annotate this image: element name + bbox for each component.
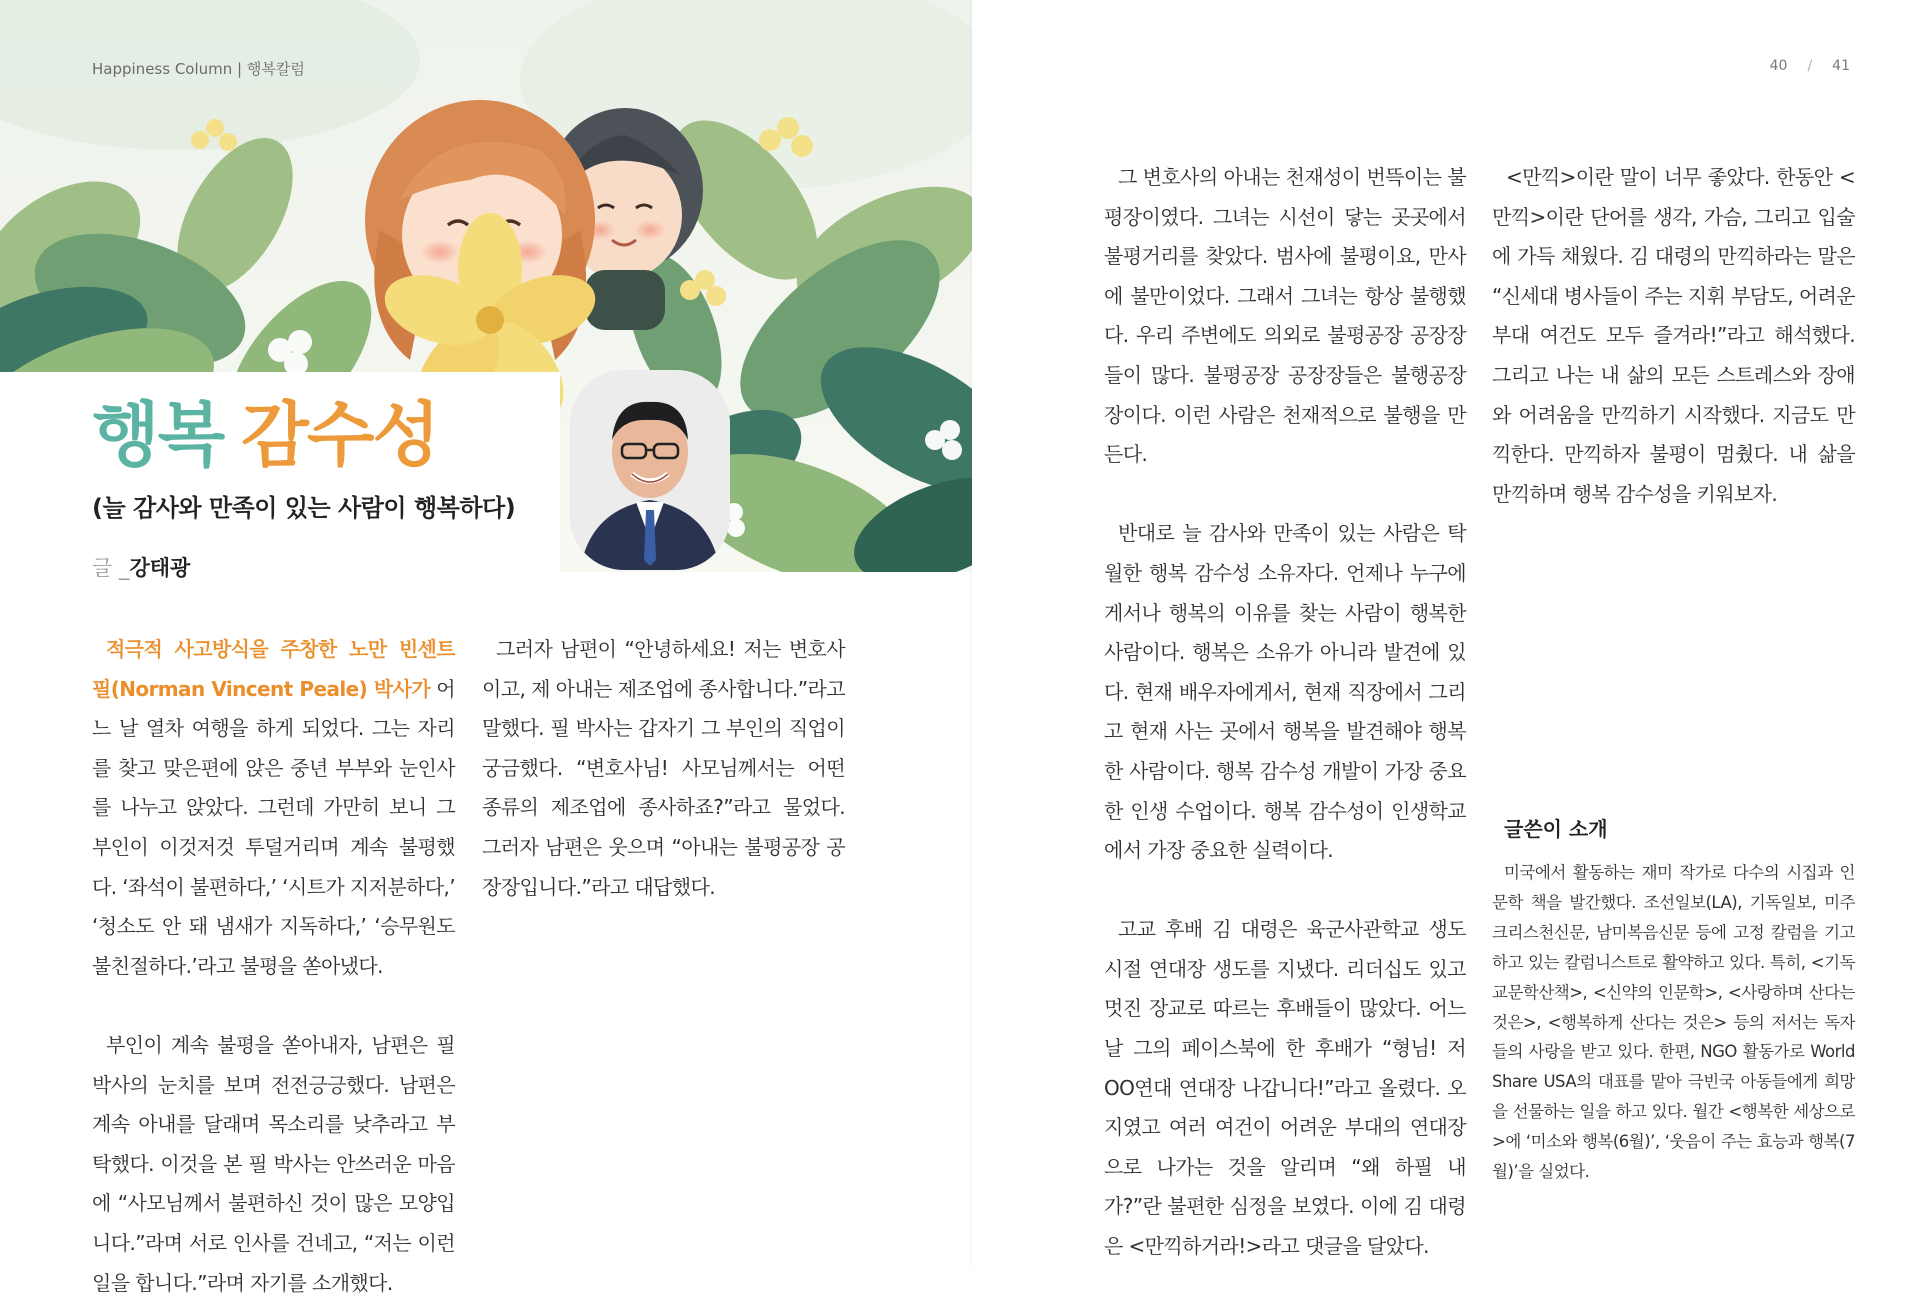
article-title	[92, 394, 439, 476]
bio-heading: 글쓴이 소개	[1504, 817, 1608, 841]
lead-sentence: 적극적 사고방식을 주창한 노만 빈센트 필(Norman Vincent Peale) 박사가	[92, 637, 455, 701]
text-column-1	[92, 630, 455, 1303]
paragraph-6: 고교 후배 김 대령은 육군사관학교 생도 시절 연대장 생도를 지냈다. 리더십도 있고 멋진 장교로 따르는 후배들이 많았다. 어느 날 그의 페이스북에 한 후배가 “형님! 저 OO연대 연대장 나갑니다!”라고 올렸다. 오지였고 여러 여건이 어려운 부대의 연대장으로 나가는 것을 알리며 “왜 하필 내가?”란 불편한 심정을 보였다. 이에 김 대령은 <만끽하거라!>라고 댓글을 달았다.	[1104, 917, 1466, 1259]
page-gutter	[970, 0, 972, 1269]
text-column-2	[482, 630, 845, 907]
page-numbers	[1770, 58, 1850, 74]
header-illustration	[0, 0, 972, 572]
paragraph-7: <만끽>이란 말이 너무 좋았다. 한동안 <만끽>이란 단어를 생각, 가슴, 그리고 입술에 가득 채웠다. 김 대령의 만끽하라는 말은 “신세대 병사들이 주는 지휘 부담도, 어려운 부대 여건도 모두 즐겨라!”라고 해석했다. 그리고 나는 내 삶의 모든 스트레스와 장애와 어려움을 만끽하기 시작했다. 지금도 만끽한다. 만끽하자 불평이 멈췄다. 내 삶을 만끽하며 행복 감수성을 키워보자.	[1492, 165, 1855, 506]
bio-text: 미국에서 활동하는 재미 작가로 다수의 시집과 인문학 책을 발간했다. 조선일보(LA), 기독일보, 미주 크리스천신문, 남미복음신문 등에 고정 칼럼을 기고하고 있는 칼럼니스트로 활약하고 있다. 특히, <기독교문학산책>, <신약의 인문학>, <사랑하며 산다는 것은>, <행복하게 산다는 것은> 등의 저서는 독자들의 사랑을 받고 있다. 한편, NGO 활동가로 World Share USA의 대표를 맡아 극빈국 아동들에게 희망을 선물하는 일을 하고 있다. 월간 <행복한 세상으로>에 ‘미소와 행복(6월)’, ‘웃음이 주는 효능과 행복(7월)’을 실었다.	[1492, 863, 1855, 1182]
author-name: 강태광	[129, 556, 191, 580]
title-part-2: 감수성	[241, 394, 439, 476]
running-head: Happiness Column | 행복칼럼	[92, 60, 305, 78]
title-part-1: 행복	[92, 394, 224, 476]
page-number-separator: /	[1807, 58, 1813, 74]
paragraph-1	[92, 630, 455, 986]
text-column-4	[1492, 158, 1855, 514]
author-portrait	[570, 370, 730, 570]
page-number-right: 41	[1832, 58, 1850, 74]
article-subtitle: (늘 감사와 만족이 있는 사람이 행복하다)	[92, 494, 516, 522]
paragraph-4: 그 변호사의 아내는 천재성이 번뜩이는 불평장이였다. 그녀는 시선이 닿는 곳곳에서 불평거리를 찾았다. 범사에 불평이요, 만사에 불만이었다. 그래서 그녀는 항상 불행했다. 우리 주변에도 의외로 불평공장 공장장들이 많다. 불평공장 공장장들은 불행공장장이다. 이런 사람은 천재적으로 불행을 만든다.	[1104, 165, 1466, 467]
text-column-3	[1104, 158, 1466, 1267]
paragraph-3: 그러자 남편이 “안녕하세요! 저는 변호사이고, 제 아내는 제조업에 종사합니다.”라고 말했다. 필 박사는 갑자기 그 부인의 직업이 궁금했다. “변호사님! 사모님께서는 어떤 종류의 제조업에 종사하죠?”라고 물었다. 그러자 남편은 웃으며 “아내는 불평공장 공장장입니다.”라고 대답했다.	[482, 637, 845, 899]
paragraph-1-body: 어느 날 열차 여행을 하게 되었다. 그는 자리를 찾고 맞은편에 앉은 중년 부부와 눈인사를 나누고 앉았다. 그런데 가만히 보니 그 부인이 이것저것 투덜거리며 계속 불평했다. ‘좌석이 불편하다,’ ‘시트가 지저분하다,’ ‘청소도 안 돼 냄새가 지독하다,’ ‘승무원도 불친절하다.’라고 불평을 쏟아냈다.	[92, 676, 455, 978]
paragraph-5: 반대로 늘 감사와 만족이 있는 사람은 탁월한 행복 감수성 소유자다. 언제나 누구에게서나 행복의 이유를 찾는 사람이 행복한 사람이다. 행복은 소유가 아니라 발견에 있다. 현재 배우자에게서, 현재 직장에서 그리고 현재 사는 곳에서 행복을 발견해야 행복한 사람이다. 행복 감수성 개발이 가장 중요한 인생 수업이다. 행복 감수성이 인생학교에서 가장 중요한 실력이다.	[1104, 521, 1466, 863]
page-number-left: 40	[1769, 58, 1788, 74]
byline	[92, 552, 190, 582]
author-portrait-icon	[570, 370, 730, 570]
author-bio	[1492, 858, 1855, 1187]
paragraph-2: 부인이 계속 불평을 쏟아내자, 남편은 필 박사의 눈치를 보며 전전긍긍했다. 남편은 계속 아내를 달래며 목소리를 낮추라고 부탁했다. 이것을 본 필 박사는 안쓰러운 마음에 “사모님께서 불편하신 것이 많은 모양입니다.”라며 서로 인사를 건네고, “저는 이런 일을 합니다.”라며 자기를 소개했다.	[92, 1032, 455, 1295]
byline-prefix: 글 _	[92, 556, 130, 580]
